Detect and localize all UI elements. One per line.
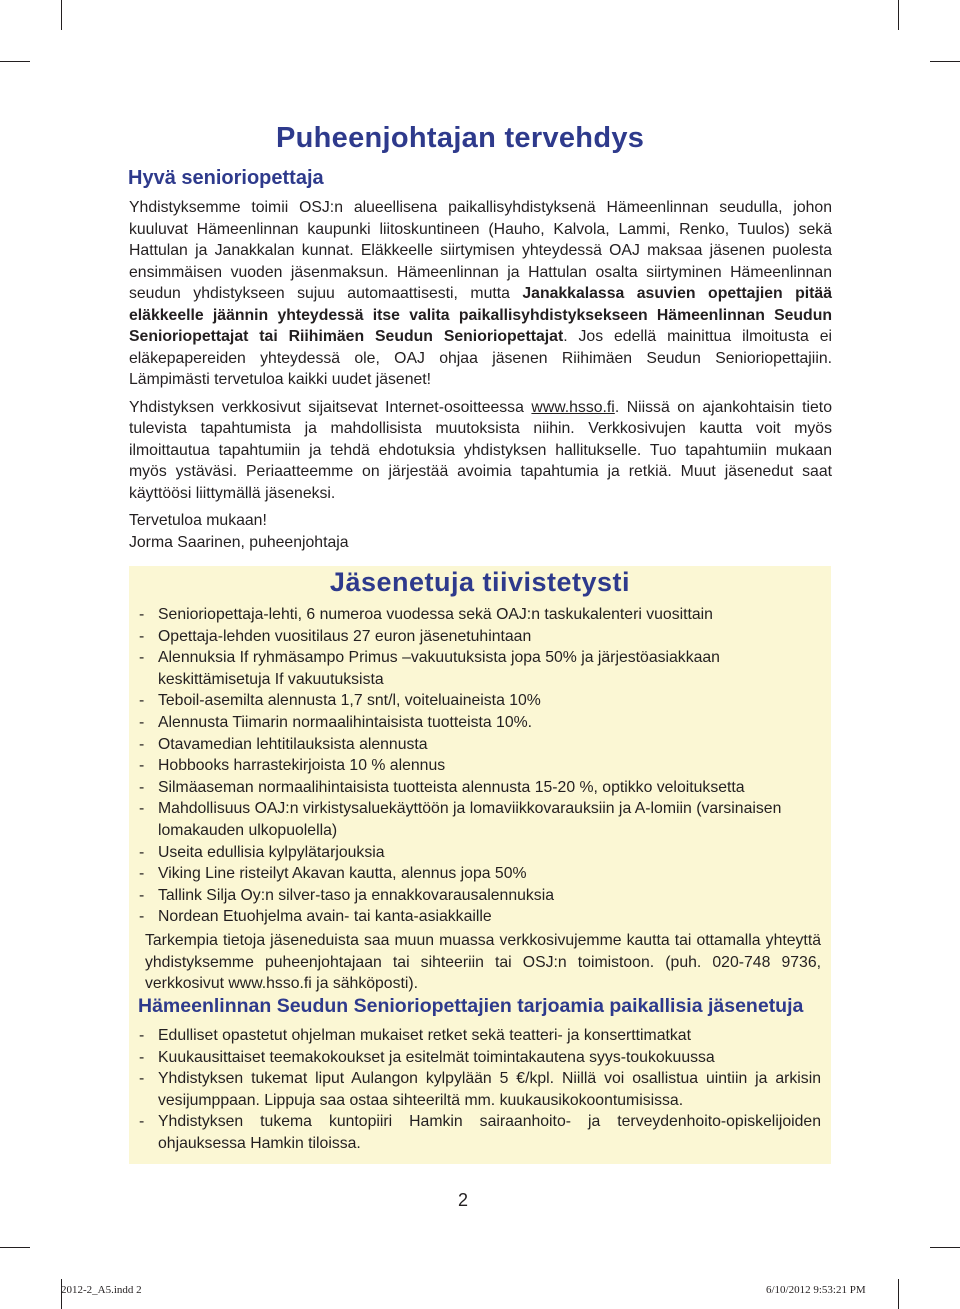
website-paragraph [129, 397, 832, 505]
footer-datetime: 6/10/2012 9:53:21 PM [766, 1284, 866, 1296]
list-item-text: Silmäaseman normaalihintaisista tuotteista alennusta 15-20 %, optikko veloituksetta [158, 778, 745, 796]
list-item-text: Useita edullisia kylpylätarjouksia [158, 843, 385, 861]
crop-mark [0, 61, 30, 62]
list-item [139, 885, 821, 907]
footer-file-info: 2012-2_A5.indd 2 [61, 1284, 142, 1296]
crop-mark [898, 0, 899, 30]
list-dash: - [139, 606, 145, 623]
list-dash: - [139, 1113, 145, 1131]
benefits-title: Jäsenetuja tiivistetysti [329, 567, 631, 597]
list-item [139, 1068, 821, 1111]
list-item-text: Senioriopettaja-lehti, 6 numeroa vuodessa sekä OAJ:n taskukalenteri vuosittain [158, 606, 713, 623]
list-item-text: Opettaja-lehden vuositilaus 27 euron jäsenetuhintaan [158, 627, 532, 645]
crop-mark [898, 1279, 899, 1309]
intro-text [129, 197, 832, 553]
benefits-note: Tarkempia tietoja jäseneduista saa muun muassa verkkosivujemme kautta tai ottamalla yhteyttä yhdistyksemme puheenjohtajaan tai sihteeriin tai OSJ:n toimistoon. (puh. 020-748 9736, verkkosivut www.hsso.fi ja sähköposti). [145, 932, 821, 993]
intro-text-part: . Jos edellä mainittua ilmoitusta ei eläkepapereiden yhteydessä ole, OAJ ohjaa jäsenen Riihimäen Seudun Senioriopettajiin. Lämpimästi tervetuloa kaikki uudet jäsenet! [129, 328, 832, 388]
list-item-text: Alennuksia If ryhmäsampo Primus –vakuutuksista jopa 50% ja järjestöasiakkaan keskittämisetuja If vakuutuksista [158, 649, 720, 688]
website-text-part: . Niissä on ajankohtaisin tieto tulevista tapahtumista ja mahdollisista muutoksista niihin. Verkkosivujen kautta voit myös ilmoittautua tapahtumiin ja tehdä ehdotuksia yhdistyksen hallitukselle. Tuo tapahtumiin mukaan myös ystäväsi. Periaatteemme on järjestää avoimia tapahtumia ja retkiä. Muut jäsenedut saat käyttöösi liittymällä jäseneksi. [129, 398, 832, 502]
list-item [139, 777, 821, 799]
list-dash: - [139, 843, 145, 861]
list-item [139, 1047, 821, 1069]
list-dash: - [139, 1048, 145, 1066]
list-item [139, 604, 821, 626]
list-item-text: Yhdistyksen tukemat liput Aulangon kylpylään 5 €/kpl. Niillä voi osallistua uintiin ja arkisin vesijumppaan. Lippuja saa ostaa sihteeriltä mm. kuukausikokoontumisissa. [158, 1070, 821, 1109]
list-dash: - [139, 1027, 145, 1044]
list-item-text: Kuukausittaiset teemakokoukset ja esitelmät toimintakautena syys-toukokuussa [158, 1048, 715, 1066]
list-dash: - [139, 649, 145, 667]
list-dash: - [139, 886, 145, 904]
crop-mark [0, 1247, 30, 1248]
list-dash: - [139, 627, 145, 645]
list-item-text: Tallink Silja Oy:n silver-taso ja ennakkovarausalennuksia [158, 886, 554, 904]
list-item [139, 647, 821, 690]
intro-text-part: Yhdistyksemme toimii OSJ:n alueellisena paikallisyhdistyksenä Hämeenlinnan seudulla, johon kuuluvat Hämeenlinnan kaupunki liitoskuntineen (Hauho, Kalvola, Lammi, Renko, Tuulos) sekä Hattulan ja Janakkalan kunnat. Eläkkeelle siirtymisen yhteydessä OAJ maksaa jäsenen puolesta ensimmäisen vuoden jäsenmaksun. Hämeenlinnan ja Hattulan osalta siirtyminen Hämeenlinnan seudun yhdistykseen sujuu automaattisesti, mutta [129, 199, 832, 302]
website-text-part: Yhdistyksen verkkosivut sijaitsevat Internet-osoitteessa [129, 398, 532, 416]
crop-mark [61, 0, 62, 30]
list-item-text: Edulliset opastetut ohjelman mukaiset retket sekä teatteri- ja konserttimatkat [158, 1027, 691, 1044]
list-item-text: Nordean Etuohjelma avain- tai kanta-asiakkaille [158, 908, 492, 926]
crop-mark [930, 1247, 960, 1248]
welcome-line: Tervetuloa mukaan! [129, 512, 267, 529]
list-item-text: Teboil-asemilta alennusta 1,7 snt/l, voiteluaineista 10% [158, 692, 541, 710]
list-item [139, 906, 821, 928]
list-dash: - [139, 778, 145, 796]
list-item [139, 1025, 821, 1047]
page-title: Puheenjohtajan tervehdys [276, 122, 645, 154]
list-dash: - [139, 908, 145, 926]
list-dash: - [139, 735, 145, 753]
list-item [139, 712, 821, 734]
page-number: 2 [458, 1190, 469, 1210]
list-item [139, 734, 821, 756]
list-item [139, 626, 821, 648]
list-item [139, 690, 821, 712]
list-item-text: Hobbooks harrastekirjoista 10 % alennus [158, 757, 446, 775]
benefits-list [139, 604, 821, 928]
list-item [139, 863, 821, 885]
list-dash: - [139, 865, 145, 883]
list-dash: - [139, 692, 145, 710]
crop-mark [930, 61, 960, 62]
list-item [139, 798, 821, 841]
list-dash: - [139, 800, 145, 818]
list-item-text: Mahdollisuus OAJ:n virkistysaluekäyttöön ja lomaviikkovarauksiin ja A-lomiin (varsinaisen lomakauden ulkopuolella) [158, 800, 782, 839]
list-item-text: Otavamedian lehtitilauksista alennusta [158, 735, 428, 753]
list-item [139, 1111, 821, 1154]
signature-line: Jorma Saarinen, puheenjohtaja [129, 533, 349, 551]
benefits-box [129, 566, 831, 1164]
list-item [139, 755, 821, 777]
list-item-text: Yhdistyksen tukema kuntopiiri Hamkin sairaanhoito- ja terveydenhoito-opiskelijoiden ohjauksessa Hamkin tiloissa. [158, 1113, 821, 1152]
local-benefits-list [139, 1025, 821, 1155]
list-dash: - [139, 757, 145, 775]
website-link[interactable]: www.hsso.fi [531, 398, 615, 416]
list-item-text: Viking Line risteilyt Akavan kautta, alennus jopa 50% [158, 865, 527, 883]
list-dash: - [139, 1070, 145, 1088]
greeting-heading: Hyvä senioriopettaja [128, 167, 324, 189]
local-benefits-title: Hämeenlinnan Seudun Senioriopettajien tarjoamia paikallisia jäsenetuja [138, 995, 804, 1017]
intro-paragraph [129, 197, 832, 391]
list-item-text: Alennusta Tiimarin normaalihintaisista tuotteista 10%. [158, 713, 533, 731]
intro-bold-text: Janakkalassa asuvien opettajien pitää eläkkeelle jäännin yhteydessä itse valita paikallisyhdistyksekseen Hämeenlinnan Seudun Senioriopettajat tai Riihimäen Seudun Senioriopettajat [129, 285, 832, 345]
list-dash: - [139, 713, 145, 731]
list-item [139, 842, 821, 864]
